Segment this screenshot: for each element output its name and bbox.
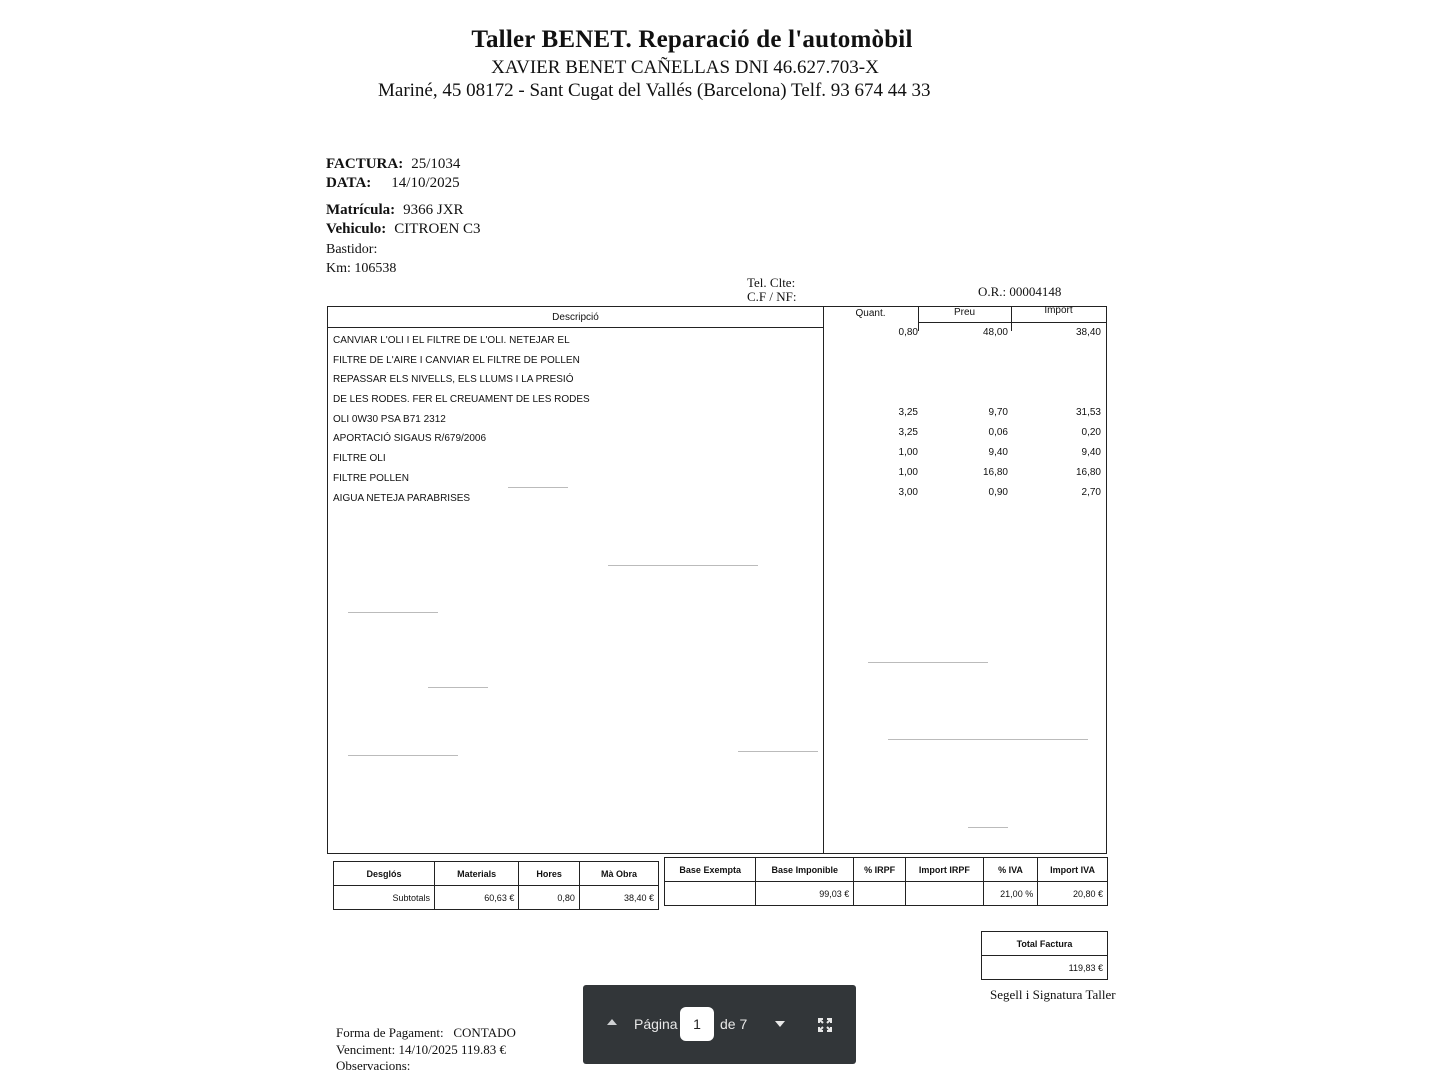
total-table: [981, 931, 1108, 980]
header-amount: Import: [1044, 305, 1073, 316]
taxes-table: [664, 857, 1108, 906]
vehicle-label: Vehiculo:: [326, 221, 387, 237]
due-label: Venciment:: [336, 1042, 396, 1057]
work-order: [978, 284, 1061, 300]
page-count: de 7: [720, 1016, 748, 1032]
page-navigation-toolbar: [583, 985, 856, 1064]
line-item-price: 0,90: [988, 487, 1008, 498]
shop-address: Mariné, 45 08172 - Sant Cugat del Vallés (Barcelona) Telf. 93 674 44 33: [378, 80, 931, 101]
line-item-quantity: 0,80: [898, 327, 918, 338]
tax-irpf-pct: [854, 882, 906, 906]
breakdown-header-labor: Mà Obra: [579, 862, 658, 886]
invoice-date: [326, 175, 460, 192]
line-item-quantity: 1,00: [898, 447, 918, 458]
breakdown-table: [333, 861, 659, 910]
tax-header-base-taxable: Base Imponible: [756, 858, 854, 882]
chevron-up-icon[interactable]: [605, 1015, 619, 1029]
client-cif-label: C.F / NF:: [747, 289, 797, 304]
work-order-label: O.R.:: [978, 284, 1007, 299]
line-item-description: REPASSAR ELS NIVELLS, ELS LLUMS I LA PRESIÓ: [333, 374, 574, 385]
tax-header-irpf-pct: % IRPF: [854, 858, 906, 882]
total-label: Total Factura: [982, 932, 1108, 956]
tax-irpf-amount: [906, 882, 984, 906]
line-item-quantity: 3,25: [898, 407, 918, 418]
breakdown-header-desglos: Desglós: [334, 862, 435, 886]
mileage: [326, 261, 396, 277]
shop-title: Taller BENET. Reparació de l'automòbil: [471, 26, 913, 53]
invoice-date-label: DATA:: [326, 175, 372, 191]
line-item-description: FILTRE POLLEN: [333, 473, 409, 484]
line-item-amount: 2,70: [1081, 487, 1101, 498]
line-item-description: DE LES RODES. FER EL CREUAMENT DE LES RODES: [333, 394, 590, 405]
shop-owner: XAVIER BENET CAÑELLAS DNI 46.627.703-X: [491, 57, 879, 78]
page-number-input[interactable]: 1: [680, 1007, 714, 1041]
line-item-description: APORTACIÓ SIGAUS R/679/2006: [333, 433, 487, 444]
due-value: 14/10/2025 119.83 €: [398, 1042, 506, 1057]
line-item-price: 9,70: [988, 407, 1008, 418]
breakdown-header-hours: Hores: [519, 862, 580, 886]
mileage-value: 106538: [354, 261, 397, 276]
line-items-table: [327, 306, 1107, 854]
tax-vat-amount: 20,80 €: [1038, 882, 1108, 906]
tax-base-taxable: 99,03 €: [756, 882, 854, 906]
line-item-description: AIGUA NETEJA PARABRISES: [333, 493, 471, 504]
line-item-description: FILTRE DE L'AIRE I CANVIAR EL FILTRE DE POLLEN: [333, 355, 580, 366]
line-item-description: OLI 0W30 PSA B71 2312: [333, 414, 446, 425]
chassis-label: Bastidor:: [326, 242, 378, 257]
line-item-price: 9,40: [988, 447, 1008, 458]
due-date: [336, 1042, 506, 1058]
breakdown-materials: 60,63 €: [435, 886, 519, 910]
mileage-label: Km:: [326, 261, 351, 276]
header-description: Descripció: [552, 312, 599, 323]
line-item-amount: 38,40: [1075, 327, 1101, 338]
payment-method: [336, 1025, 516, 1041]
plate-value: 9366 JXR: [403, 202, 464, 218]
tax-header-irpf-amount: Import IRPF: [906, 858, 984, 882]
tax-header-vat-amount: Import IVA: [1038, 858, 1108, 882]
page-label: Página: [634, 1016, 678, 1032]
line-item-price: 48,00: [982, 327, 1008, 338]
payment-label: Forma de Pagament:: [336, 1025, 444, 1040]
vehicle: [326, 221, 481, 238]
fullscreen-icon[interactable]: [817, 1017, 833, 1033]
line-item-amount: 0,20: [1081, 427, 1101, 438]
breakdown-header-materials: Materials: [435, 862, 519, 886]
invoice-number-label: FACTURA:: [326, 156, 404, 172]
line-item-description: CANVIAR L'OLI I EL FILTRE DE L'OLI. NETEJAR EL: [333, 335, 570, 346]
signature-label: Segell i Signatura Taller: [990, 987, 1116, 1002]
tax-vat-pct: 21,00 %: [983, 882, 1037, 906]
line-item-description: FILTRE OLI: [333, 453, 386, 464]
breakdown-row-label: Subtotals: [334, 886, 435, 910]
plate-label: Matrícula:: [326, 202, 396, 218]
line-item-price: 0,06: [988, 427, 1008, 438]
notes-label: Observacions:: [336, 1058, 411, 1073]
chevron-down-icon[interactable]: [773, 1017, 787, 1031]
tax-base-exempt: [665, 882, 756, 906]
line-item-amount: 31,53: [1075, 407, 1101, 418]
line-item-amount: 9,40: [1081, 447, 1101, 458]
invoice-number-value: 25/1034: [411, 156, 461, 172]
total-value: 119,83 €: [982, 956, 1108, 980]
tax-header-vat-pct: % IVA: [983, 858, 1037, 882]
tax-header-base-exempt: Base Exempta: [665, 858, 756, 882]
work-order-value: 00004148: [1009, 284, 1062, 299]
breakdown-hours: 0,80: [519, 886, 580, 910]
line-item-quantity: 1,00: [898, 467, 918, 478]
line-item-price: 16,80: [982, 467, 1008, 478]
line-item-amount: 16,80: [1075, 467, 1101, 478]
line-item-quantity: 3,25: [898, 427, 918, 438]
breakdown-labor: 38,40 €: [579, 886, 658, 910]
line-item-quantity: 3,00: [898, 487, 918, 498]
plate: [326, 202, 464, 219]
invoice-number: [326, 156, 460, 173]
vehicle-value: CITROEN C3: [394, 221, 481, 237]
header-quantity: Quant.: [855, 308, 886, 319]
header-price: Preu: [953, 307, 976, 318]
client-phone-label: Tel. Clte:: [747, 275, 796, 290]
invoice-date-value: 14/10/2025: [391, 175, 460, 191]
payment-value: CONTADO: [453, 1025, 516, 1040]
